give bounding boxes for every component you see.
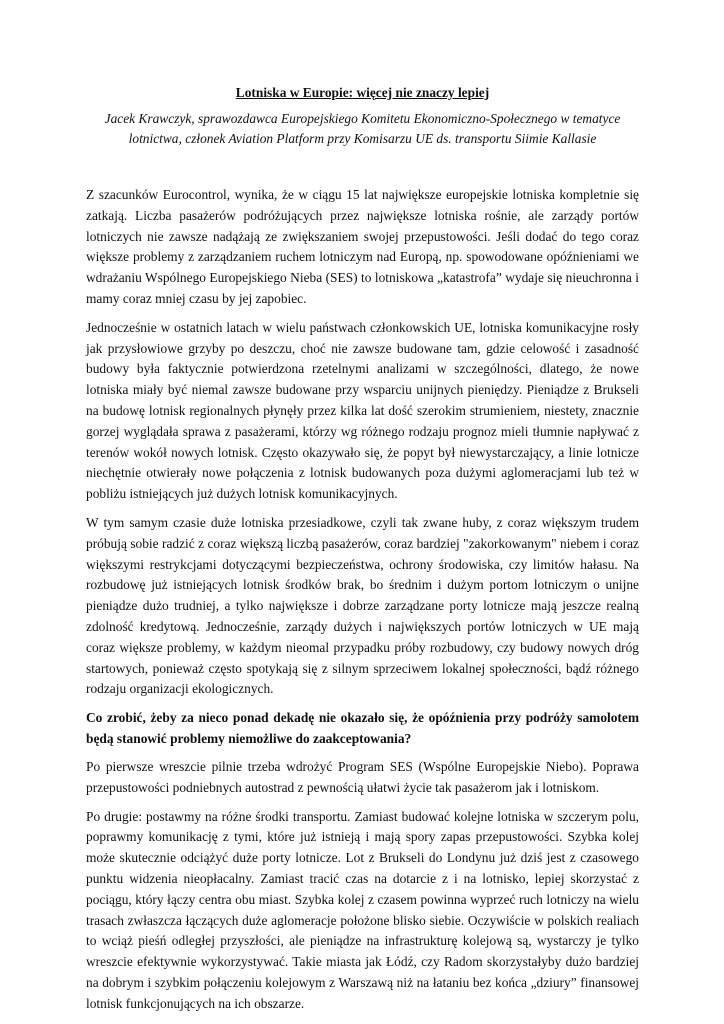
paragraph: Z szacunków Eurocontrol, wynika, że w ciągu 15 lat największe europejskie lotniska kompletnie się zatkają. Liczba pasażerów podróżujących przez największe lotniska rośnie, ale zarządy portów lotniczych nie zawsze nadążają ze zwiększaniem swojej przepustowości. Jeśli dodać do tego coraz większe problemy z zarządzaniem ruchem lotniczym nad Europą, np. spowodowane opóźnieniami we wdrażaniu Wspólnego Europejskiego Nieba (SES) to lotniskowa „katastrofa” wydaje się nieuchronna i mamy coraz mniej czasu by jej zapobiec. (86, 187, 639, 306)
author-byline: Jacek Krawczyk, sprawozdawca Europejskiego Komitetu Ekonomiczno-Społecznego w tematyce lotnictwa, członek Aviation Platform przy Komisarzu UE ds. transportu Siimie Kallasie (104, 111, 621, 146)
paragraph: Jednocześnie w ostatnich latach w wielu państwach członkowskich UE, lotniska komunikacyjne rosły jak przysłowiowe grzyby po deszczu, choć nie zawsze budowane tam, gdzie celowość i zasadność budowy była faktycznie potwierdzona rzetelnymi analizami w szczególności, dlatego, że nowe lotniska miały być niemal zawsze budowane przy wsparciu unijnych pieniędzy. Pieniądze z Brukseli na budowę lotnisk regionalnych płynęły przez kilka lat dość szerokim strumieniem, niestety, znacznie gorzej wyglądała sprawa z pasażerami, którzy wg różnego rodzaju prognoz mieli tłumnie napływać z terenów wokół nowych lotnisk. Często okazywało się, że popyt był niewystarczający, a linie lotnicze niechętnie otwierały nowe połączenia z lotnisk budowanych poza dużymi aglomeracjami lub też w pobliżu istniejących już dużych lotnisk komunikacyjnych. (86, 319, 639, 502)
document-title: Lotniska w Europie: więcej nie znaczy lepiej (235, 85, 490, 100)
paragraph: W tym samym czasie duże lotniska przesiadkowe, czyli tak zwane huby, z coraz większym trudem próbują sobie radzić z coraz większą liczbą pasażerów, coraz bardziej "zakorkowanym" niebem i coraz większymi restrykcjami dotyczącymi bezpieczeństwa, ochrony środowiska, czy limitów hałasu. Na rozbudowę już istniejących lotnisk środków brak, bo średnim i dużym portom lotniczym o unijne pieniądze dużo trudniej, a tylko największe i dobrze zarządzane porty lotnicze mają jeszcze realną zdolność kredytową. Jednocześnie, zarządy dużych i największych portów lotniczych w UE mają coraz większe problemy, w każdym nieomal przypadku próby rozbudowy, czy budowy nowych dróg startowych, ponieważ często spotykają się z silnym sprzeciwem lokalnej społeczności, bądź różnego rodzaju organizacji ekologicznych. (86, 514, 639, 697)
paragraph: Po drugie: postawmy na różne środki transportu. Zamiast budować kolejne lotniska w szczerym polu, poprawmy komunikację z tymi, które już istnieją i mają spory zapas przepustowości. Szybka kolej może skutecznie odciążyć duże porty lotnicze. Lot z Brukseli do Londynu już dziś jest z czasowego punktu widzenia nieopłacalny. Zamiast tracić czas na dotarcie z i na lotnisko, lepiej skorzystać z pociągu, który łączy centra obu miast. Szybka kolej z czasem powinna wyprzeć ruch lotniczy na wielu trasach zwłaszcza łączących duże aglomeracje położone blisko siebie. Oczywiście w polskich realiach to wciąż pieśń odległej przyszłości, ale pieniądze na infrastrukturę kolejową są, wystarczy je tylko wreszcie efektywnie wykorzystywać. Takie miasta jak Łódź, czy Radom skorzystałyby dużo bardziej na dobrym i szybkim połączeniu kolejowym z Warszawą niż na łataniu bez końca „dziury” finansowej lotnisk funkcjonujących na ich obszarze. (86, 808, 639, 1011)
document-body (86, 84, 639, 1023)
paragraph: Po pierwsze wreszcie pilnie trzeba wdrożyć Program SES (Wspólne Europejskie Niebo). Poprawa przepustowości podniebnych autostrad z pewnością ułatwi życie tak pasażerom jak i lotniskom. (86, 758, 639, 795)
section-question-heading: Co zrobić, żeby za nieco ponad dekadę nie okazało się, że opóźnienia przy podróży samolotem będą stanowić problemy niemożliwe do zaakceptowania? (86, 710, 639, 746)
